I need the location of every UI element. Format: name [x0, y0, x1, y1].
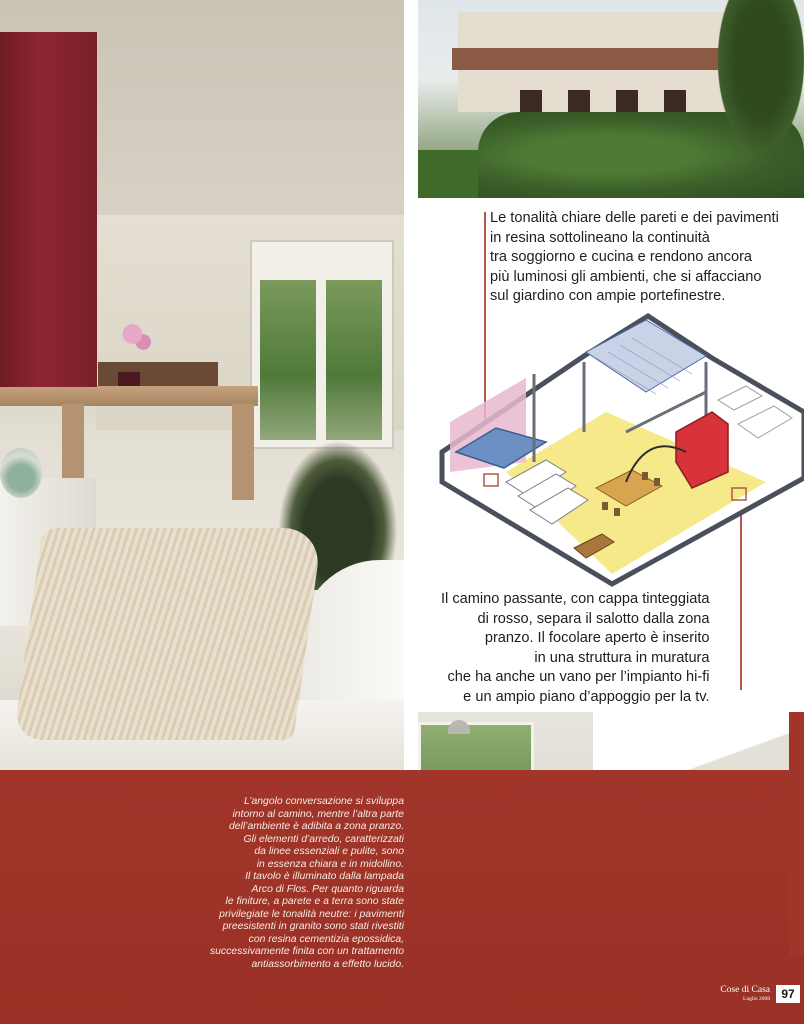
table-leg-right [232, 404, 254, 500]
red-side-strip [789, 712, 804, 956]
window-pane-right [326, 280, 382, 440]
french-window [250, 240, 394, 449]
caption-top: Le tonalità chiare delle pareti e dei pavimenti in resina sottolineano la continuità tra soggiorno e cucina e rendono ancora più luminosi gli ambienti, che si affacciano sul giardino con ampie portefinestre. [490, 210, 779, 304]
garden-tree [718, 0, 804, 150]
glass-fish-bowl [0, 448, 42, 498]
orchid-flowers [118, 318, 154, 358]
house-exterior-photo [418, 0, 804, 198]
sideboard [98, 362, 218, 386]
issue-date: Luglio 2008 [742, 996, 770, 1002]
window-pane-left [260, 280, 316, 440]
caption-bottom: L’angolo conversazione si sviluppa intorno al camino, mentre l’altra parte dell’ambiente è adibita a zona pranzo. Gli elementi d’arredo, caratterizzati da linee essenziali e pulite, sono in essenza chiara e in midollino. Il tavolo è illuminato dalla lampada Arco di Flos. Per quanto riguarda le finiture, a parete e a terra sono state privilegiate le tonalità neutre: i pavimenti preesistenti in granito sono stati rivestiti con resina cementizia epossidica, successivamente finita con un trattamento antiassorbimento a effetto lucido. [209, 796, 404, 970]
page-number-box [776, 985, 800, 1003]
isometric-floor-plan [436, 312, 804, 588]
knitted-throw-blanket [13, 528, 323, 740]
red-fireplace-hood [0, 32, 97, 387]
dining-table [0, 386, 258, 406]
magazine-name: Cose di Casa [720, 985, 770, 995]
page-number: 97 [781, 987, 795, 1001]
living-room-photo [0, 0, 404, 770]
caption-middle: Il camino passante, con cappa tinteggiata di rosso, separa il salotto dalla zona pranzo. Il focolare aperto è inserito in una struttura in muratura che ha anche un vano per l’impianto hi-fi e un ampio piano d’appoggio per la tv. [441, 591, 710, 705]
